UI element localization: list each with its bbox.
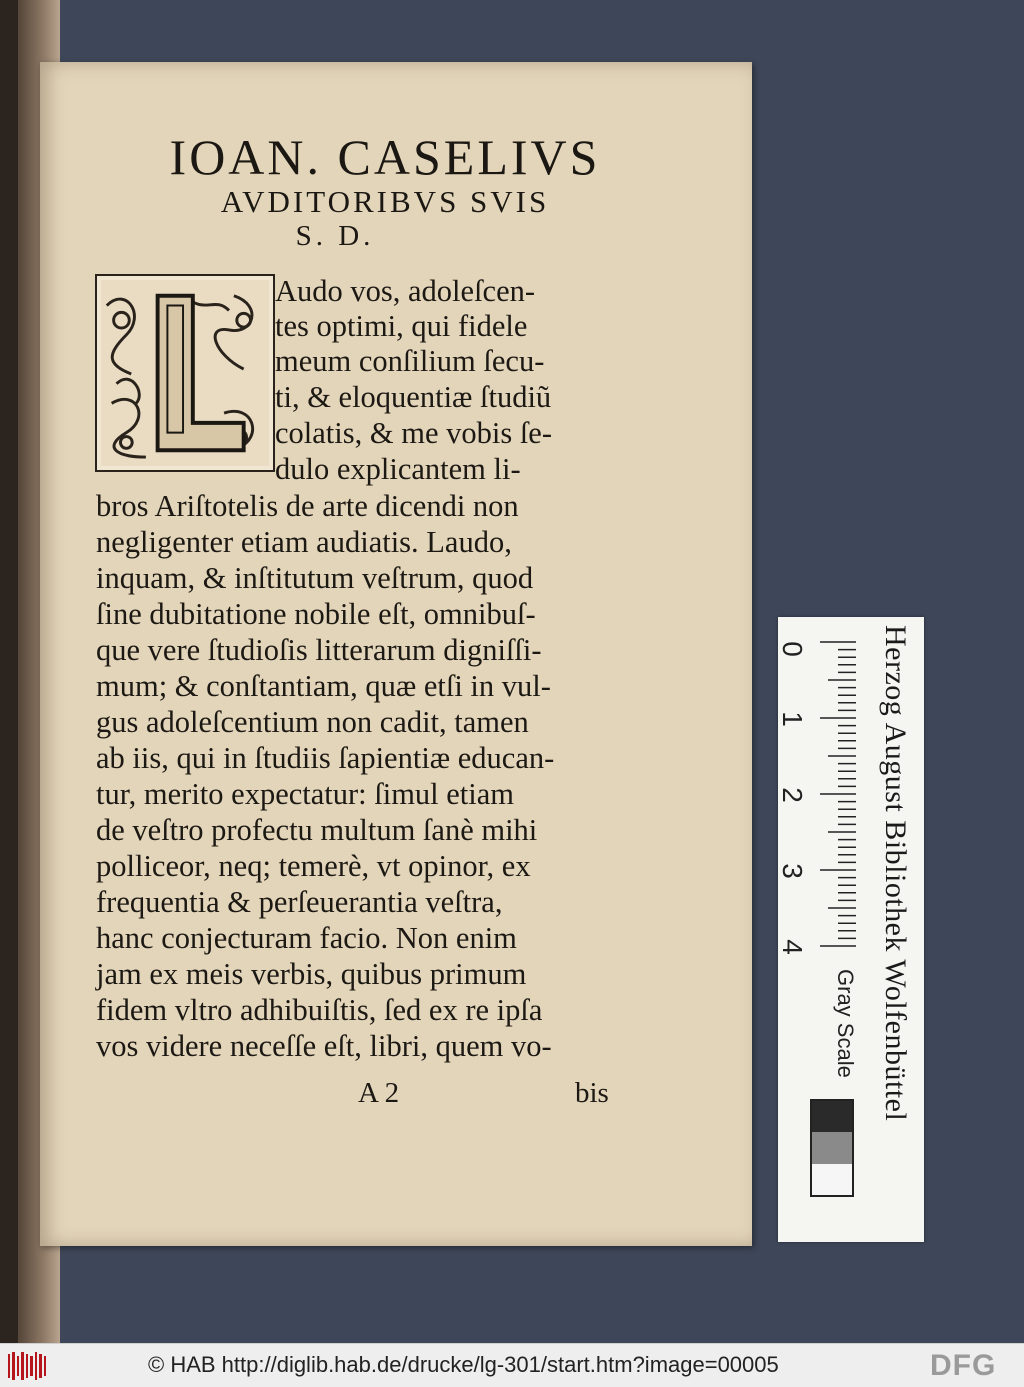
text-line: colatis, & me vobis ſe- bbox=[275, 416, 552, 450]
text-line: vos videre neceſſe eſt, libri, quem vo- bbox=[96, 1029, 552, 1063]
decorated-initial bbox=[95, 274, 275, 472]
text-line: tes optimi, qui fidele bbox=[275, 309, 528, 343]
gray-patch-mid bbox=[812, 1132, 852, 1163]
grayscale-patches bbox=[810, 1099, 854, 1197]
text-line: de veſtro profectu multum ſanè mihi bbox=[96, 813, 538, 847]
text-line: tur, merito expectatur: ſimul etiam bbox=[96, 777, 515, 811]
gray-patch-light bbox=[812, 1164, 852, 1195]
color-reference-card bbox=[778, 617, 924, 1242]
footer-bar bbox=[0, 1343, 1024, 1387]
ruler-number: 3 bbox=[776, 863, 808, 879]
text-line: inquam, & inſtitutum veſtrum, quod bbox=[96, 561, 534, 595]
text-line: Audo vos, adoleſcen- bbox=[275, 274, 536, 308]
ornament-icon bbox=[97, 276, 273, 470]
text-line: ab iis, qui in ſtudiis ſapientiæ educan- bbox=[96, 741, 555, 775]
ruler-ticks bbox=[820, 632, 856, 972]
ruler-number: 2 bbox=[776, 787, 808, 803]
signature-mark: A 2 bbox=[358, 1077, 400, 1109]
text-line: dulo explicantem li- bbox=[275, 452, 521, 486]
text-line: fidem vltro adhibuiſtis, ſed ex re ipſa bbox=[96, 993, 543, 1027]
book-spine bbox=[0, 0, 18, 1343]
copyright-link[interactable]: © HAB http://diglib.hab.de/drucke/lg-301/start.htm?image=00005 bbox=[148, 1352, 779, 1377]
text-line: frequentia & perſeuerantia veſtra, bbox=[96, 885, 503, 919]
ruler-number: 4 bbox=[776, 939, 808, 955]
text-line: ſine dubitatione nobile eſt, omnibuſ- bbox=[96, 597, 536, 631]
text-line: gus adoleſcentium non cadit, tamen bbox=[96, 705, 529, 739]
gray-patch-dark bbox=[812, 1101, 852, 1132]
book-page bbox=[40, 62, 752, 1246]
text-line: jam ex meis verbis, quibus primum bbox=[96, 957, 527, 991]
ruler-number: 1 bbox=[776, 711, 808, 727]
text-line: negligenter etiam audiatis. Laudo, bbox=[96, 525, 512, 559]
dfg-logo: DFG bbox=[930, 1349, 997, 1382]
institution-name: Herzog August Bibliothek Wolfenbüttel bbox=[879, 625, 912, 1122]
catchword: bis bbox=[575, 1077, 609, 1109]
ruler-number: 0 bbox=[776, 641, 808, 657]
text-line: mum; & conſtantiam, quæ etſi in vul- bbox=[96, 669, 551, 703]
text-line: que vere ſtudioſis litterarum digniſſi- bbox=[96, 633, 542, 667]
barcode-icon bbox=[8, 1352, 46, 1380]
salutation: S. D. bbox=[295, 220, 375, 252]
text-line: hanc conjecturam facio. Non enim bbox=[96, 921, 517, 955]
text-line: bros Ariſtotelis de arte dicendi non bbox=[96, 489, 519, 523]
page-title: IOAN. CASELIVS bbox=[169, 129, 601, 185]
text-line: ti, & eloquentiæ ſtudiũ bbox=[275, 380, 552, 414]
text-line: polliceor, neq; temerè, vt opinor, ex bbox=[96, 849, 531, 883]
text-line: meum conſilium ſecu- bbox=[275, 344, 545, 378]
page-subtitle: AVDITORIBVS SVIS bbox=[220, 184, 550, 219]
grayscale-label: Gray Scale bbox=[833, 969, 858, 1078]
